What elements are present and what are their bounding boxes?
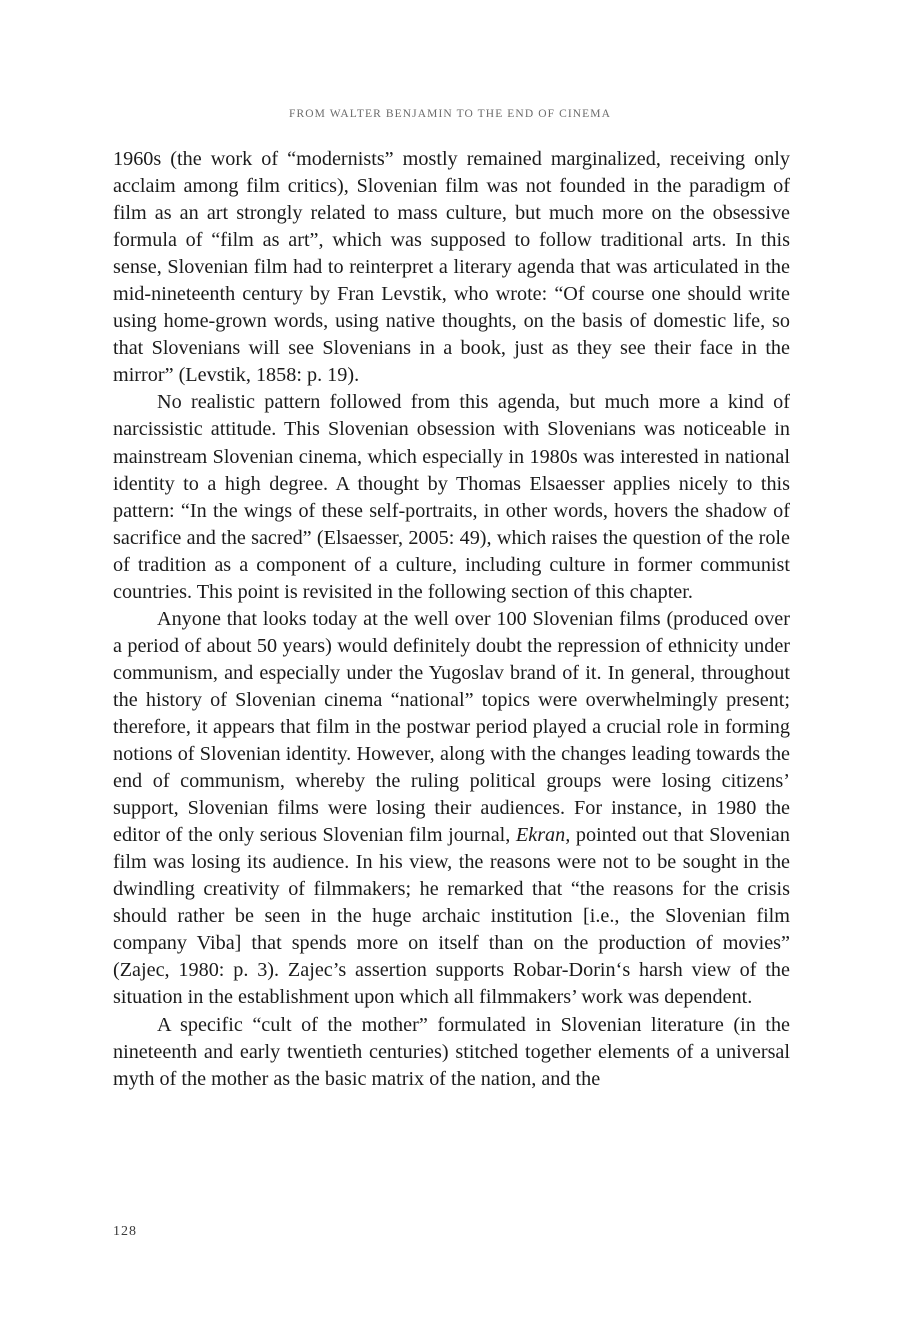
running-head: FROM WALTER BENJAMIN TO THE END OF CINEMA [288,108,612,120]
paragraph-3 [113,606,790,1012]
paragraph-4: A specific “cult of the mother” formulated in Slovenian literature (in the nineteenth and early twentieth centuries) stitched together elements of a universal myth of the mother as the basic matrix of the nation, and the [113,1013,790,1090]
paragraph-2: No realistic pattern followed from this agenda, but much more a kind of narcissistic attitude. This Slovenian obsession with Slovenians was noticeable in mainstream Slovenian cinema, which especially in 1980s was interested in national identity to a high degree. A thought by Thomas Elsaesser applies nicely to this pattern: “In the wings of these self-portraits, in other words, hovers the shadow of sacrifice and the sacred” (Elsaesser, 2005: 49), which raises the question of the role of tradition as a component of a culture, including culture in former communist countries. This point is revisited in the following section of this chapter. [113,391,790,603]
journal-title-italic: Ekran, [515,824,571,847]
page-number: 128 [113,1224,137,1239]
paragraph-3-text-start: Anyone that looks today at the well over 100 Slovenian films (produced over a period of about 50 years) would definitely doubt the repression of ethnicity under communism, and especially under the Yugoslav brand of it. In general, throughout the history of Slovenian cinema “national” topics were overwhelmingly present; therefore, it appears that film in the postwar period played a crucial role in forming notions of Slovenian identity. However, along with the changes leading towards the end of communism, whereby the ruling political groups were losing citizens’ support, Slovenian films were losing their audiences. For instance, in 1980 the editor of the only serious Slovenian film journal, [113,607,790,847]
paragraph-1: 1960s (the work of “modernists” mostly remained marginalized, receiving only acclaim among film critics), Slovenian film was not founded in the paradigm of film as an art strongly related to mass culture, but much more on the obsessive formula of “film as art”, which was supposed to follow traditional arts. In this sense, Slovenian film had to reinterpret a literary agenda that was articulated in the mid-nineteenth century by Fran Levstik, who wrote: “Of course one should write using home-grown words, using native thoughts, on the basis of domestic life, so that Slovenians will see Slovenians in a book, just as they see their face in the mirror” (Levstik, 1858: p. 19). [113,148,790,387]
paragraph-3-text-end: pointed out that Slovenian film was losing its audience. In his view, the reasons were not to be sought in the dwindling creativity of filmmakers; he remarked that “the reasons for the crisis should rather be seen in the huge archaic institution [i.e., the Slovenian film company Viba] that spends more on itself than on the production of movies” (Zajec, 1980: p. 3). Zajec’s assertion supports Robar-Dorin‘s harsh view of the situation in the establishment upon which all filmmakers’ work was dependent. [113,824,790,1009]
body-text [113,146,790,1093]
